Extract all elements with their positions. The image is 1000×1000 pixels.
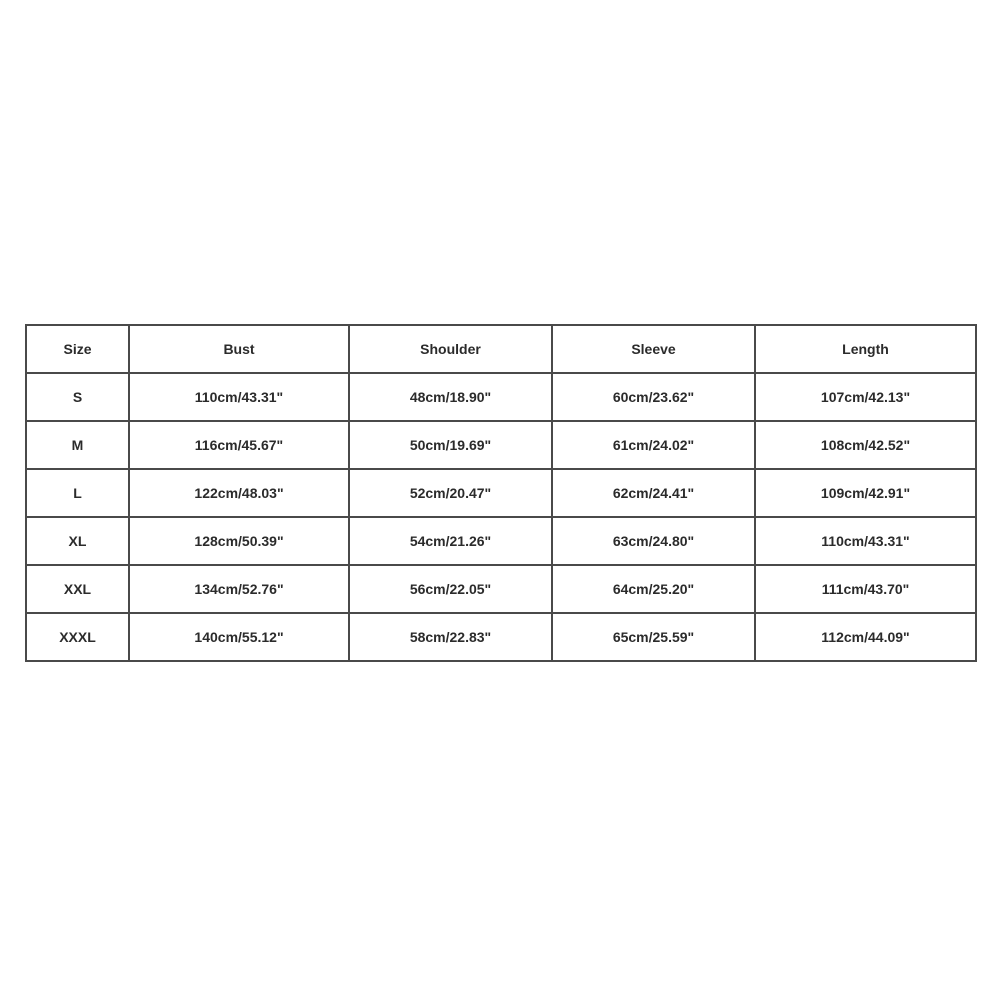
size-chart-table (25, 324, 977, 662)
table-row (26, 517, 976, 565)
bust-cell: 128cm/50.39" (129, 517, 349, 565)
size-cell: XXL (26, 565, 129, 613)
sleeve-cell: 61cm/24.02" (552, 421, 755, 469)
size-cell: XXXL (26, 613, 129, 661)
shoulder-cell: 48cm/18.90" (349, 373, 552, 421)
sleeve-cell: 64cm/25.20" (552, 565, 755, 613)
sleeve-cell: 62cm/24.41" (552, 469, 755, 517)
length-cell: 108cm/42.52" (755, 421, 976, 469)
header-sleeve: Sleeve (552, 325, 755, 373)
length-cell: 112cm/44.09" (755, 613, 976, 661)
shoulder-cell: 58cm/22.83" (349, 613, 552, 661)
header-size: Size (26, 325, 129, 373)
table-row (26, 565, 976, 613)
length-cell: 110cm/43.31" (755, 517, 976, 565)
length-cell: 111cm/43.70" (755, 565, 976, 613)
size-chart-body (26, 373, 976, 661)
length-cell: 109cm/42.91" (755, 469, 976, 517)
shoulder-cell: 54cm/21.26" (349, 517, 552, 565)
shoulder-cell: 56cm/22.05" (349, 565, 552, 613)
shoulder-cell: 52cm/20.47" (349, 469, 552, 517)
bust-cell: 140cm/55.12" (129, 613, 349, 661)
table-row (26, 469, 976, 517)
header-bust: Bust (129, 325, 349, 373)
sleeve-cell: 60cm/23.62" (552, 373, 755, 421)
table-row (26, 613, 976, 661)
header-shoulder: Shoulder (349, 325, 552, 373)
size-cell: XL (26, 517, 129, 565)
table-row (26, 421, 976, 469)
size-chart-header (26, 325, 976, 373)
bust-cell: 116cm/45.67" (129, 421, 349, 469)
bust-cell: 134cm/52.76" (129, 565, 349, 613)
table-row (26, 373, 976, 421)
shoulder-cell: 50cm/19.69" (349, 421, 552, 469)
bust-cell: 110cm/43.31" (129, 373, 349, 421)
size-cell: L (26, 469, 129, 517)
size-cell: M (26, 421, 129, 469)
header-length: Length (755, 325, 976, 373)
bust-cell: 122cm/48.03" (129, 469, 349, 517)
header-row (26, 325, 976, 373)
sleeve-cell: 63cm/24.80" (552, 517, 755, 565)
size-cell: S (26, 373, 129, 421)
sleeve-cell: 65cm/25.59" (552, 613, 755, 661)
length-cell: 107cm/42.13" (755, 373, 976, 421)
